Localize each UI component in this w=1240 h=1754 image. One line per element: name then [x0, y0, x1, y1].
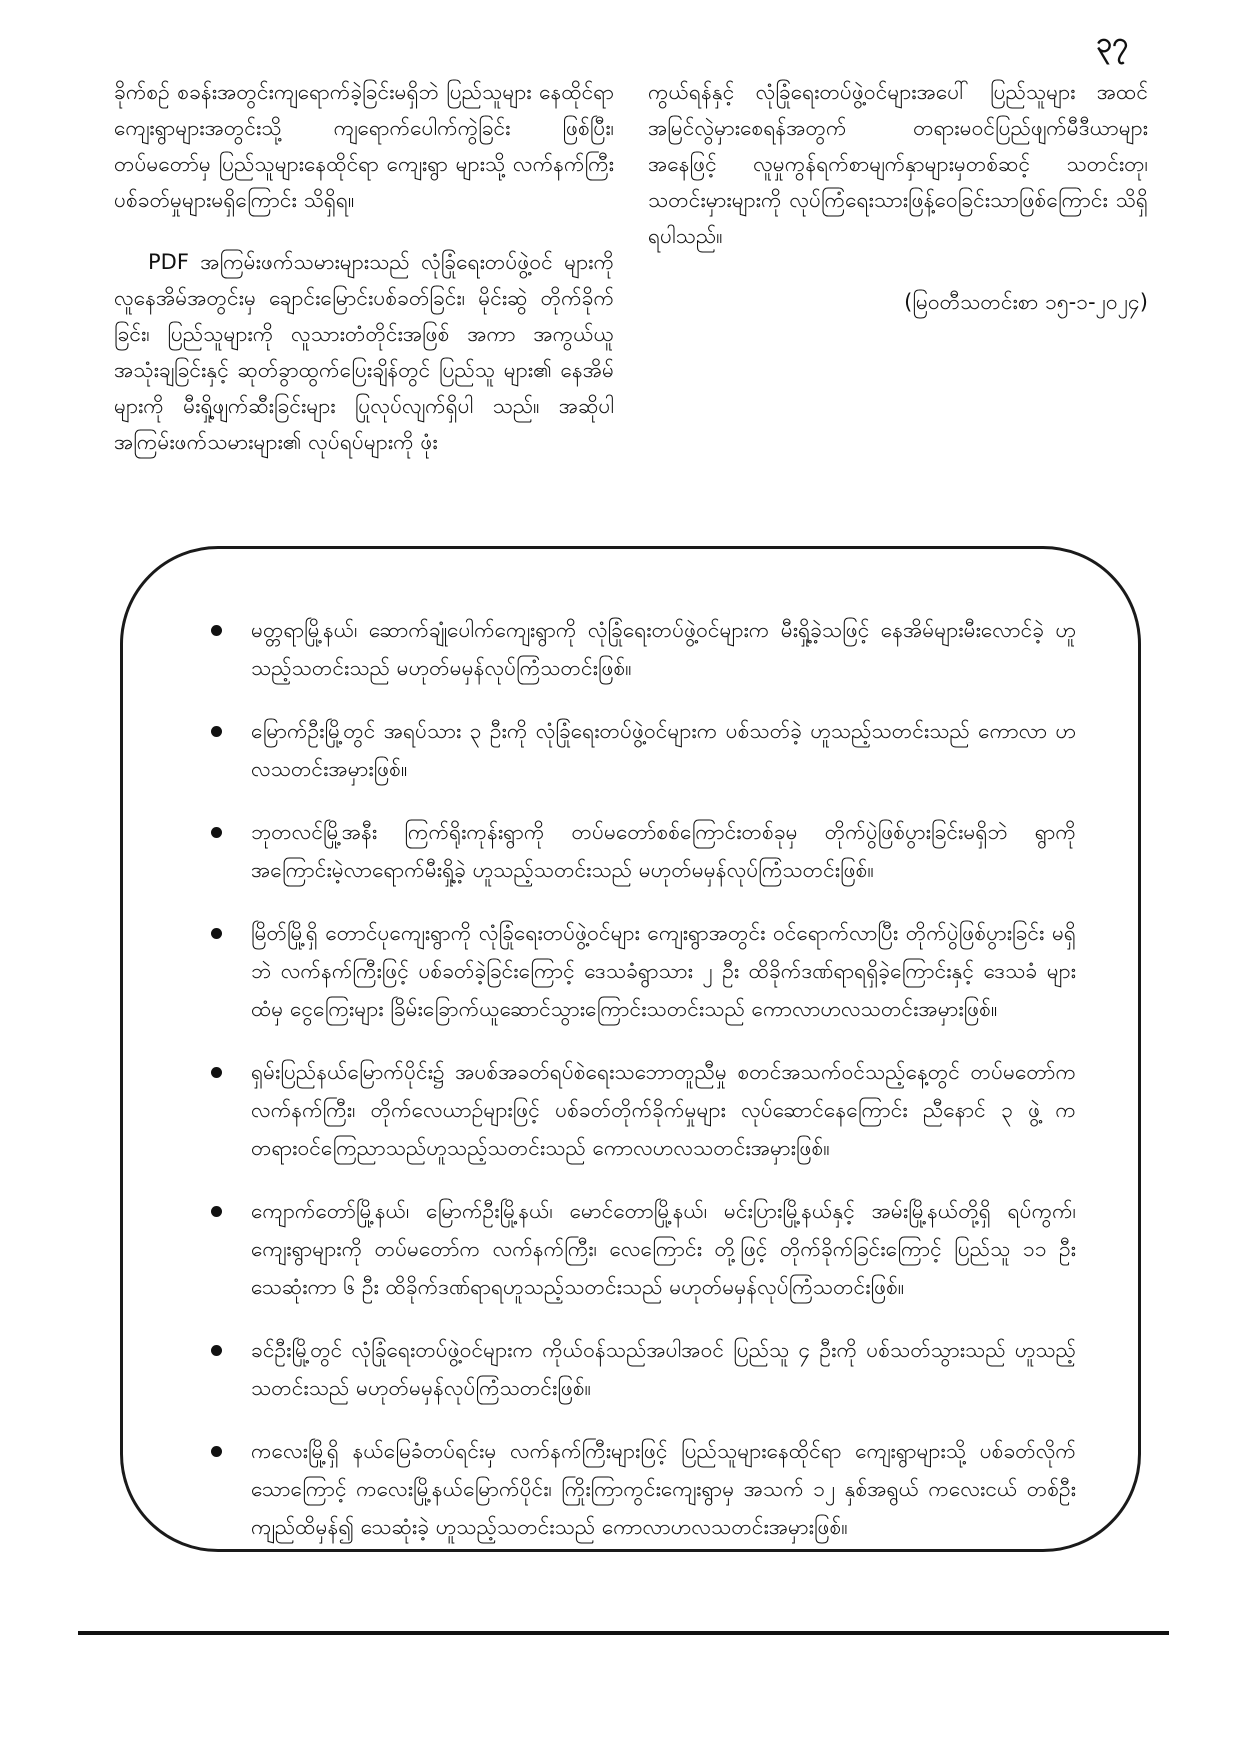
article-paragraph: PDF အကြမ်းဖက်သမားများသည် လုံခြုံရေးတပ်ဖွဲ့ဝင် များကို လူနေအိမ်အတွင်းမှ ချောင်းမြောင်းပစ်ခတ်ခြင်း၊ မိုင်းဆွဲ တိုက်ခိုက်ခြင်း၊ ပြည်သူများကို လူသားတံတိုင်းအဖြစ် အကာ အကွယ်ယူအသုံးချခြင်းနှင့် ဆုတ်ခွာထွက်ပြေးချိန်တွင် ပြည်သူ များ၏ နေအိမ်များကို မီးရှို့ဖျက်ဆီးခြင်းများ ပြုလုပ်လျက်ရှိပါ သည်။ အဆိုပါအကြမ်းဖက်သမားများ၏ လုပ်ရပ်များကို ဖုံး [114, 250, 614, 454]
bullet-icon [211, 1446, 222, 1457]
bullet-icon [211, 625, 222, 636]
left-column [114, 74, 614, 486]
bullet-icon [211, 1067, 222, 1078]
bullet-icon [211, 928, 222, 939]
fact-text: ခင်ဦးမြို့တွင် လုံခြုံရေးတပ်ဖွဲ့ဝင်များက ကိုယ်ဝန်သည်အပါအဝင် ပြည်သူ ၄ ဦးကို ပစ်သတ်သွားသည် ဟူသည့် သတင်းသည် မဟုတ်မမှန်လုပ်ကြံသတင်းဖြစ်။ [251, 1338, 1076, 1400]
source-citation: (မြဝတီသတင်းစာ ၁၅-၁-၂၀၂၄) [904, 290, 1148, 314]
fact-item [213, 611, 1076, 687]
bullet-icon [211, 726, 222, 737]
fact-item [213, 1331, 1076, 1407]
fact-text: ရှမ်းပြည်နယ်မြောက်ပိုင်း၌ အပစ်အခတ်ရပ်စဲရေးသဘောတူညီမှု စတင်အသက်ဝင်သည့်နေ့တွင် တပ်မတော်က လက်နက်ကြီး၊ တိုက်လေယာဉ်များဖြင့် ပစ်ခတ်တိုက်ခိုက်မှုများ လုပ်ဆောင်နေကြောင်း ညီနောင် ၃ ဖွဲ့ က တရားဝင်ကြေညာသည်ဟူသည့်သတင်းသည် ကောလဟလသတင်းအမှားဖြစ်။ [251, 1060, 1076, 1160]
article-paragraph: ကွယ်ရန်နှင့် လုံခြုံရေးတပ်ဖွဲ့ဝင်များအပေါ် ပြည်သူများ အထင် အမြင်လွဲမှားစေရန်အတွက် တရားမဝင်ပြည်ဖျက်မီဒီယာများ အနေဖြင့် လူမှုကွန်ရက်စာမျက်နှာများမှတစ်ဆင့် သတင်းတု၊ သတင်းမှားများကို လုပ်ကြံရေးသားဖြန့်ဝေခြင်းသာဖြစ်ကြောင်း သိရှိရပါသည်။ [648, 80, 1148, 248]
bullet-icon [211, 1345, 222, 1356]
fact-item [213, 1053, 1076, 1167]
article-columns [114, 74, 1148, 514]
bullet-icon [211, 1206, 222, 1217]
bullet-icon [211, 827, 222, 838]
right-column [648, 74, 1148, 320]
page-number: ၃၇ [1096, 26, 1128, 59]
fact-item [213, 1432, 1076, 1546]
fact-text: မြောက်ဦးမြို့တွင် အရပ်သား ၃ ဦးကို လုံခြုံရေးတပ်ဖွဲ့ဝင်များက ပစ်သတ်ခဲ့ ဟူသည့်သတင်းသည် ကောလာ ဟလသတင်းအမှားဖြစ်။ [251, 719, 1076, 781]
fact-text: ဘုတလင်မြို့အနီး ကြက်ရိုးကုန်းရွာကို တပ်မတော်စစ်ကြောင်းတစ်ခုမှ တိုက်ပွဲဖြစ်ပွားခြင်းမရှိဘဲ ရွာကို အကြောင်းမဲ့လာရောက်မီးရှို့ခဲ့ ဟူသည့်သတင်းသည် မဟုတ်မမှန်လုပ်ကြံသတင်းဖြစ်။ [251, 820, 1076, 882]
fact-item [213, 1192, 1076, 1306]
fact-item [213, 712, 1076, 788]
fact-list [213, 611, 1076, 1546]
fact-item [213, 914, 1076, 1028]
fact-text: ကျောက်တော်မြို့နယ်၊ မြောက်ဦးမြို့နယ်၊ မောင်တောမြို့နယ်၊ မင်းပြားမြို့နယ်နှင့် အမ်းမြို့နယ်တို့ရှိ ရပ်ကွက်၊ ကျေးရွာများကို တပ်မတော်က လက်နက်ကြီး၊ လေကြောင်း တို့ဖြင့် တိုက်ခိုက်ခြင်းကြောင့် ပြည်သူ ၁၁ ဦး သေဆုံးကာ ၆ ဦး ထိခိုက်ဒဏ်ရာရဟူသည့်သတင်းသည် မဟုတ်မမှန်လုပ်ကြံသတင်းဖြစ်။ [251, 1199, 1076, 1299]
fact-item [213, 813, 1076, 889]
fact-text: မတ္တရာမြို့နယ်၊ ဆောက်ချုံပေါက်ကျေးရွာကို လုံခြုံရေးတပ်ဖွဲ့ဝင်များက မီးရှို့ခဲ့သဖြင့် နေအိမ်များမီးလောင်ခဲ့ ဟူသည့်သတင်းသည် မဟုတ်မမှန်လုပ်ကြံသတင်းဖြစ်။ [251, 618, 1076, 680]
article-paragraph: ခိုက်စဉ် စခန်းအတွင်းကျရောက်ခဲ့ခြင်းမရှိဘဲ ပြည်သူများ နေထိုင်ရာ ကျေးရွာများအတွင်းသို့ ကျရောက်ပေါက်ကွဲခြင်း ဖြစ်ပြီး၊ တပ်မတော်မှ ပြည်သူများနေထိုင်ရာ ကျေးရွာ များသို့ လက်နက်ကြီးပစ်ခတ်မှုများမရှိကြောင်း သိရှိရ။ [114, 80, 614, 212]
bottom-rule [78, 1631, 1169, 1635]
fact-check-box [120, 546, 1141, 1552]
fact-text: ကလေးမြို့ရှိ နယ်မြေခံတပ်ရင်းမှ လက်နက်ကြီးများဖြင့် ပြည်သူများနေထိုင်ရာ ကျေးရွာများသို့ ပစ်ခတ်လိုက် သောကြောင့် ကလေးမြို့နယ်မြောက်ပိုင်း၊ ကြိုးကြာကွင်းကျေးရွာမှ အသက် ၁၂ နှစ်အရွယ် ကလေးငယ် တစ်ဦး ကျည်ထိမှန်၍ သေဆုံးခဲ့ ဟူသည့်သတင်းသည် ကောလာဟလသတင်းအမှားဖြစ်။ [251, 1439, 1076, 1539]
fact-text: မြိတ်မြို့ရှိ တောင်ပုကျေးရွာကို လုံခြုံရေးတပ်ဖွဲ့ဝင်များ ကျေးရွာအတွင်း ဝင်ရောက်လာပြီး တိုက်ပွဲဖြစ်ပွားခြင်း မရှိဘဲ လက်နက်ကြီးဖြင့် ပစ်ခတ်ခဲ့ခြင်းကြောင့် ဒေသခံရွာသား ၂ ဦး ထိခိုက်ဒဏ်ရာရရှိခဲ့ကြောင်းနှင့် ဒေသခံ များထံမှ ငွေကြေးများ ခြိမ်းခြောက်ယူဆောင်သွားကြောင်းသတင်းသည် ကောလာဟလသတင်းအမှားဖြစ်။ [251, 921, 1076, 1021]
